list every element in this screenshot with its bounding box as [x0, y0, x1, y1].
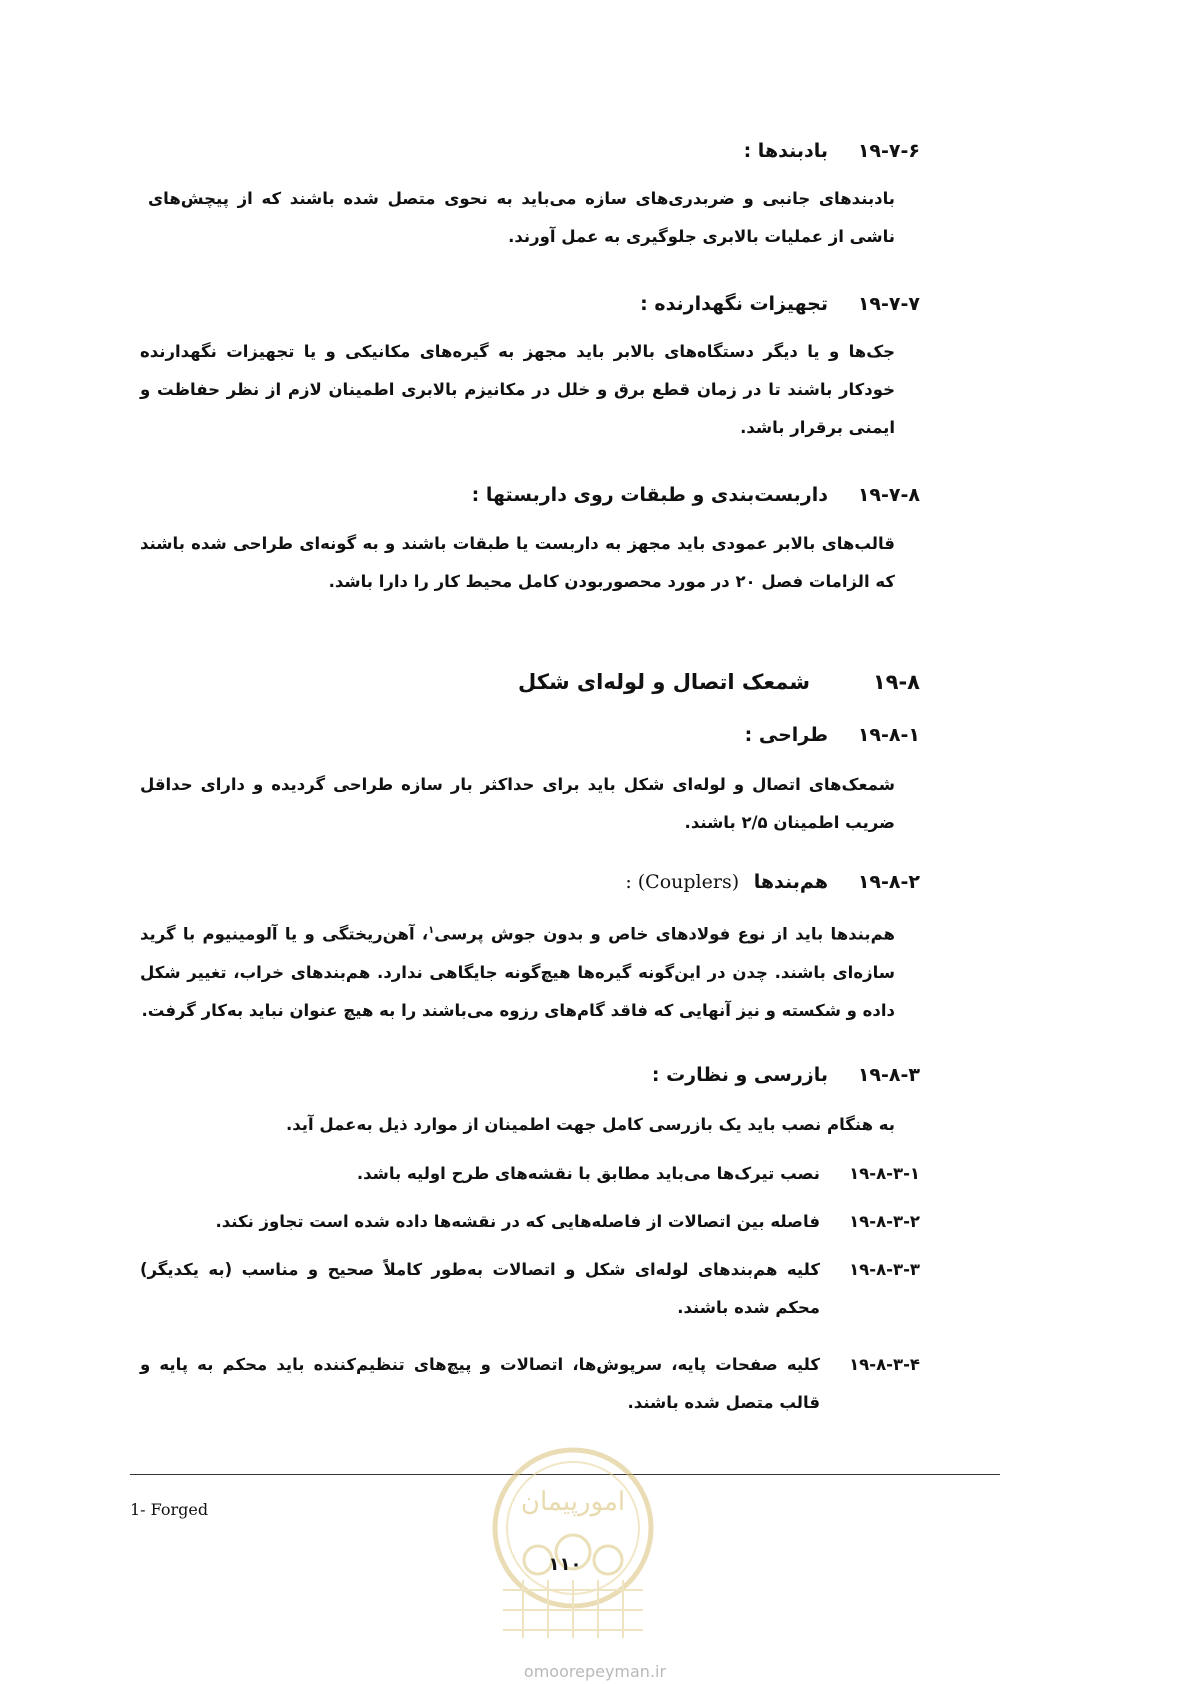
item-number: ۱۹-۸-۳-۳ — [849, 1260, 920, 1279]
section-heading-19-8-1 — [745, 724, 920, 746]
section-title: طراحی : — [744, 724, 828, 746]
paragraph-text: هم‌بندها باید از نوع فولادهای خاص و بدون جوش پرسی — [434, 924, 895, 944]
page-number: ۱۱۰ — [548, 1554, 582, 1575]
section-title: بازرسی و نظارت : — [651, 1064, 828, 1086]
item-text: کلیه صفحات پایه، سرپوش‌ها، اتصالات و پیچ‌های تنظیم‌کننده باید محکم به پایه و قالب متصل شده باشند. — [140, 1355, 820, 1412]
section-title: داربست‌بندی و طبقات روی داربستها : — [471, 484, 828, 506]
section-number: ۱۹-۷-۶ — [857, 140, 920, 162]
section-number: ۱۹-۸-۲ — [857, 871, 920, 893]
section-number: ۱۹-۸-۳ — [857, 1064, 920, 1086]
paragraph-text: ، آهن‌ریختگی و یا آلومینیوم با گرید سازه‌ای باشند. چدن در این‌گونه گیره‌ها هیچ‌گونه جایگاهی ندارد. هم‌بندهای خراب، تغییر شکل داده و شکسته و نیز آنهایی که فاقد گام‌های رزوه می‌باشند را به هیچ عنوان نباید به‌کار گرفت. — [140, 924, 895, 1020]
section-title: بادبندها : — [743, 140, 828, 162]
section-heading-19-7-6 — [744, 140, 920, 162]
item-number: ۱۹-۸-۳-۴ — [849, 1355, 920, 1374]
footnote: 1- Forged — [130, 1500, 209, 1519]
item-text: نصب تیرک‌ها می‌باید مطابق با نقشه‌های طرح اولیه باشد. — [356, 1164, 820, 1183]
item-number: ۱۹-۸-۳-۲ — [849, 1212, 920, 1231]
section-heading-19-8-2 — [625, 871, 920, 893]
paragraph-19-8-1: شمعک‌های اتصال و لوله‌ای شکل باید برای حداکثر بار سازه طراحی گردیده و دارای حداقل ضریب اطمینان ۲/۵ باشند. — [140, 775, 895, 832]
list-item — [140, 1155, 920, 1195]
paragraph-19-7-6: بادبندهای جانبی و ضربدری‌های سازه می‌باید به نحوی متصل شده باشند که از پیچش‌های ناشی از عملیات بالابری جلوگیری به عمل آورند. — [148, 189, 895, 246]
section-heading-19-7-7 — [640, 293, 920, 315]
section-number: ۱۹-۷-۷ — [857, 293, 920, 315]
paragraph-19-7-8: قالب‌های بالابر عمودی باید مجهز به داربست یا طبقات باشند و به گونه‌ای طراحی شده باشند که الزامات فصل ۲۰ در مورد محصوربودن کامل محیط کار را دارا باشد. — [140, 534, 895, 591]
section-title: شمعک اتصال و لوله‌ای شکل — [518, 670, 810, 694]
section-heading-19-8-3 — [652, 1064, 920, 1086]
section-number: ۱۹-۸-۱ — [857, 724, 920, 746]
list-item — [140, 1251, 920, 1331]
section-heading-19-7-8 — [472, 484, 920, 506]
footnote-marker: ۱ — [428, 925, 435, 936]
item-number: ۱۹-۸-۳-۱ — [849, 1164, 920, 1183]
publisher-seal-watermark — [488, 1440, 658, 1640]
paragraph-19-8-2 — [140, 912, 895, 1030]
seal-text: امورپیمان — [520, 1487, 626, 1517]
section-title: هم‌بندها — [753, 871, 828, 893]
section-title-english: (Couplers) : — [625, 871, 740, 893]
item-text: کلیه هم‌بندهای لوله‌ای شکل و اتصالات به‌طور کاملاً صحیح و مناسب (به یکدیگر) محکم شده باشند. — [140, 1260, 820, 1317]
list-item — [140, 1203, 920, 1243]
section-number: ۱۹-۸ — [872, 670, 920, 694]
paragraph-19-8-3: به هنگام نصب باید یک بازرسی کامل جهت اطمینان از موارد ذیل به‌عمل آید. — [285, 1115, 895, 1134]
paragraph-19-7-7: جک‌ها و یا دیگر دستگاه‌های بالابر باید مجهز به گیره‌های مکانیکی و یا تجهیزات نگهدارنده خودکار باشند تا در زمان قطع برق و خلل در مکانیزم بالابری اطمینان لازم از نظر حفاظت و ایمنی برقرار باشد. — [140, 342, 895, 437]
watermark-url: omoorepeyman.ir — [523, 1662, 667, 1681]
list-item — [140, 1346, 920, 1426]
section-title: تجهیزات نگهدارنده : — [640, 293, 828, 315]
section-number: ۱۹-۷-۸ — [857, 484, 920, 506]
chapter-heading-19-8 — [518, 670, 920, 694]
item-text: فاصله بین اتصالات از فاصله‌هایی که در نقشه‌ها داده شده است تجاوز نکند. — [215, 1212, 820, 1231]
